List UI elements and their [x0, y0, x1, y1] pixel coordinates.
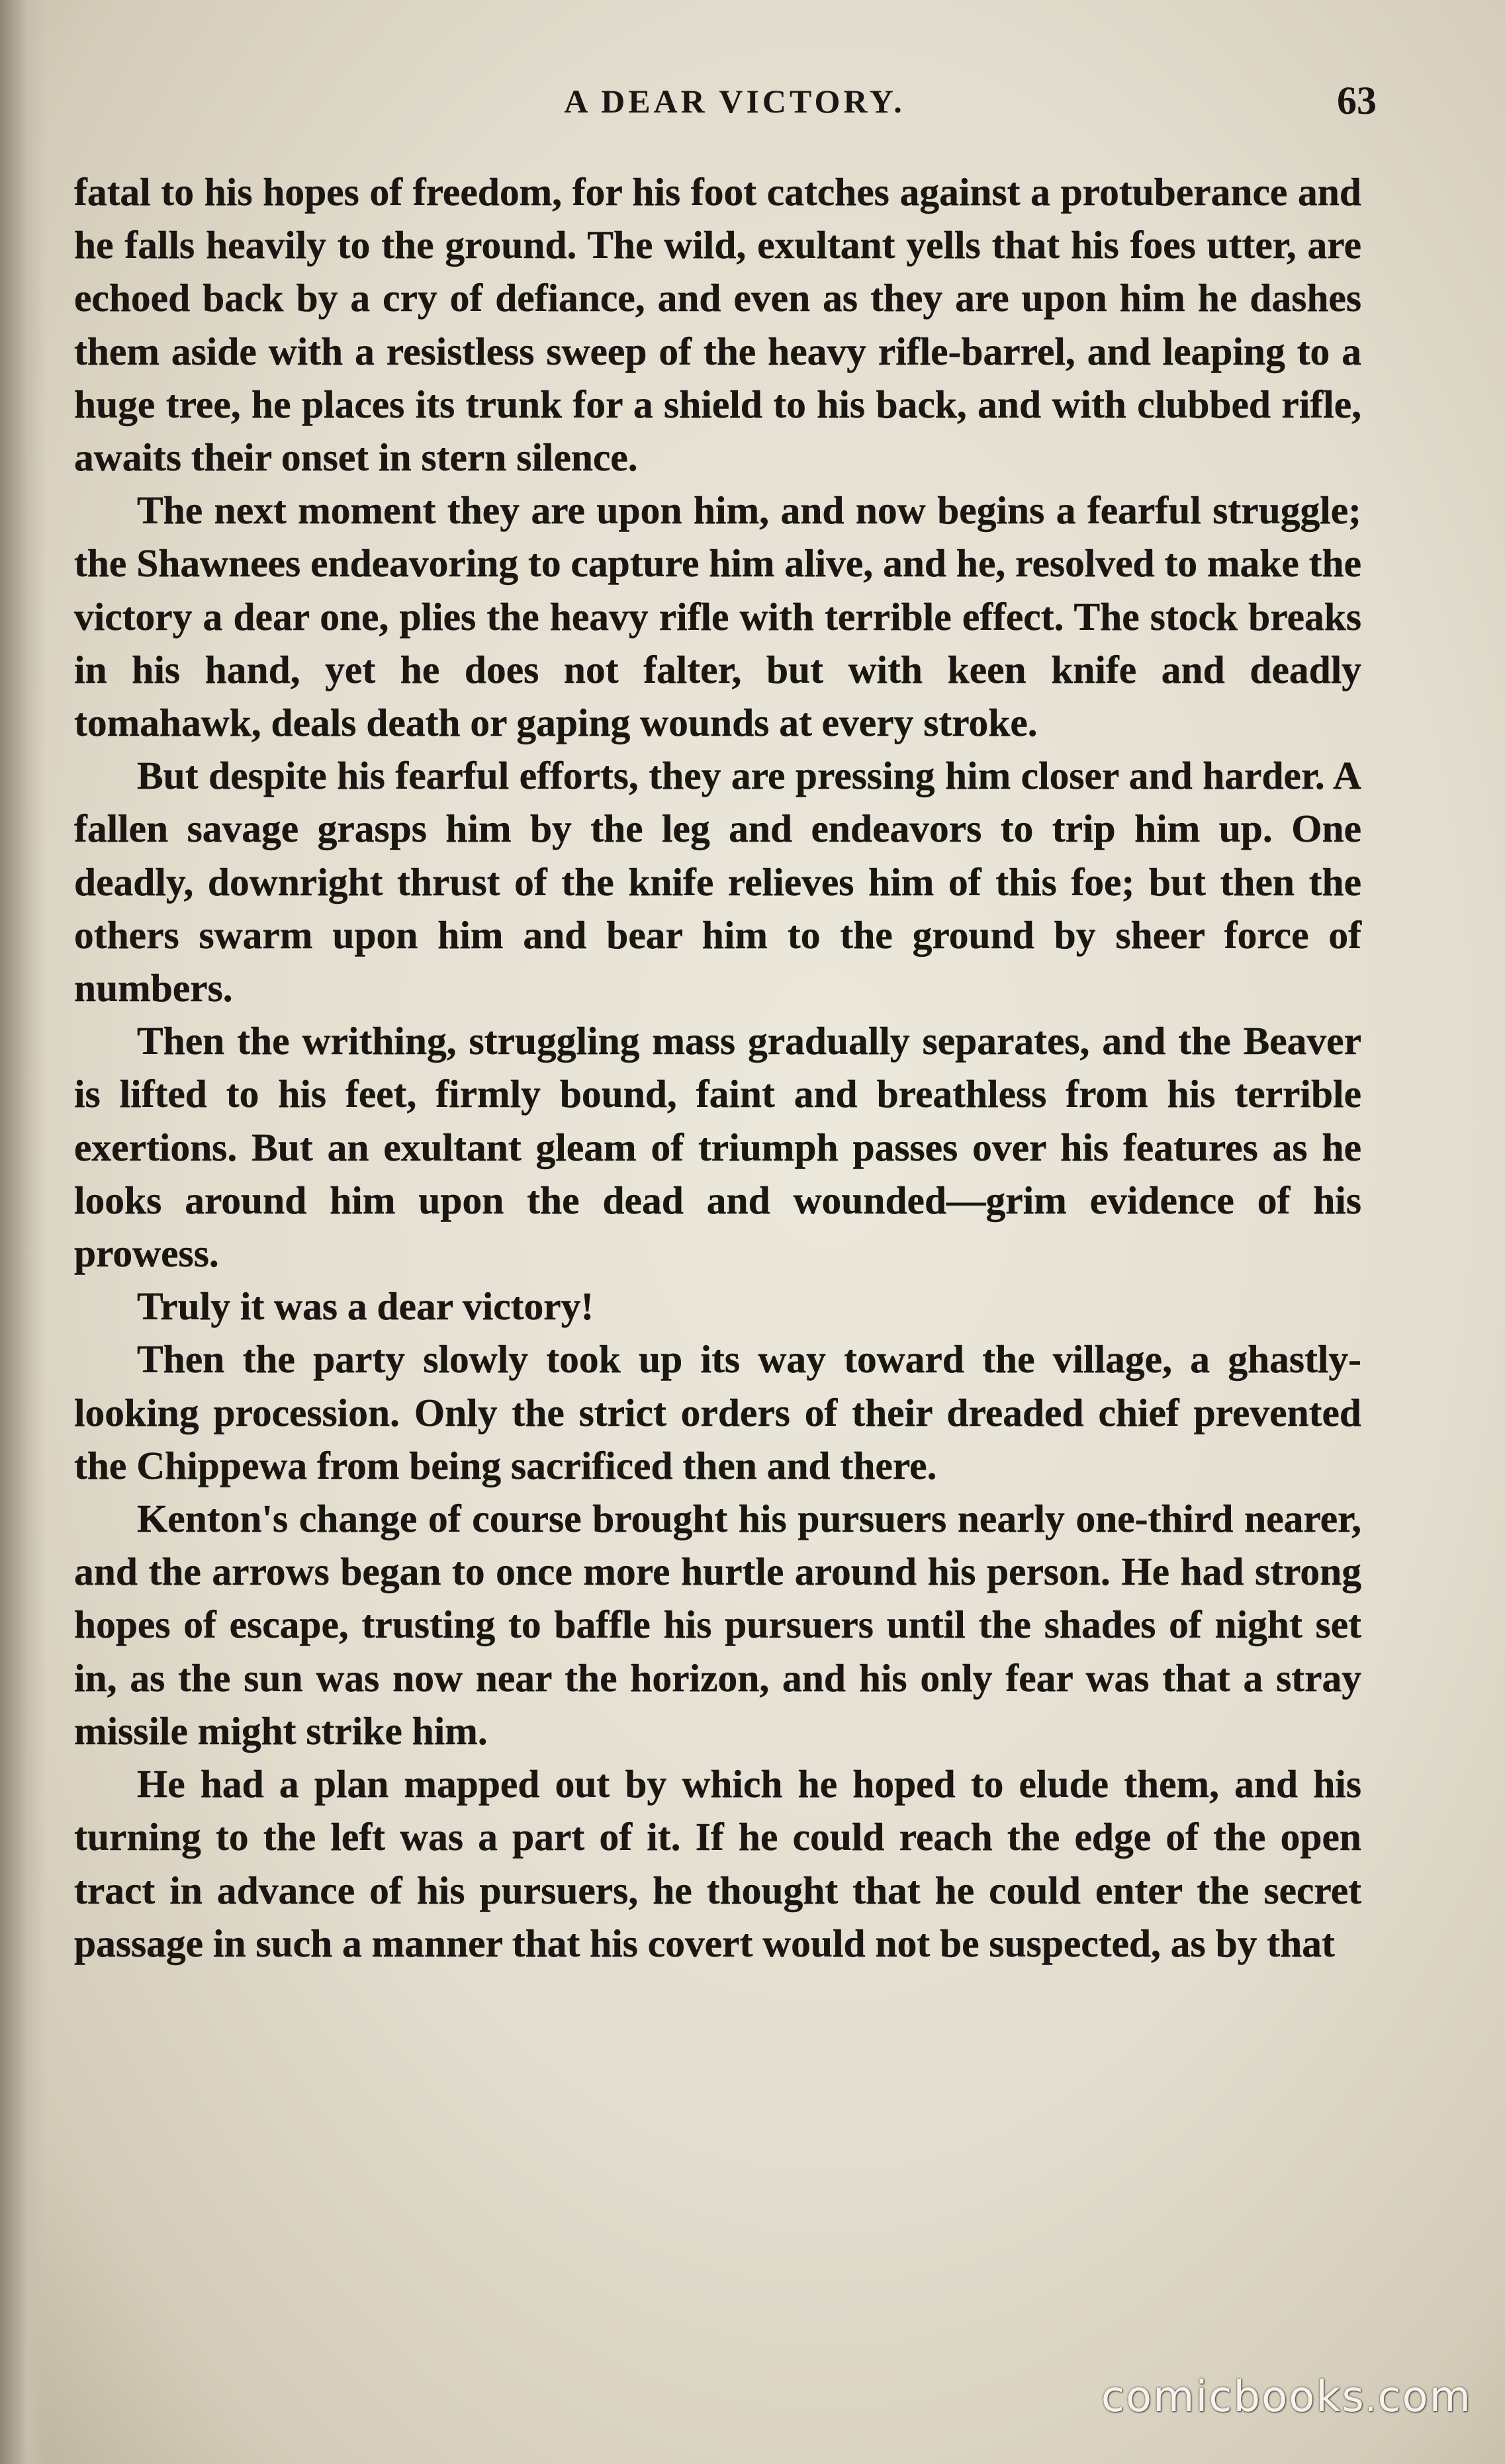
running-head-title: A DEAR VICTORY. — [564, 83, 905, 120]
paragraph-5: Truly it was a dear victory! — [137, 1284, 594, 1329]
paragraph-8: He had a plan mapped out by which he hoped to elude them, and his turning to the left was a part of it. If he could reach the edge of the open tract in advance of his pursuers, he thought that he could enter the secret passage in such a manner that his covert would not be suspected, as by that — [74, 1762, 1361, 1965]
paragraph-1: fatal to his hopes of freedom, for his foot catches against a protuberance and he falls heavily to the ground. The wild, exultant yells that his foes utter, are echoed back by a cry of defiance, and even as they are upon him he dashes them aside with a resistless sweep of the heavy rifle-barrel, and leaping to a huge tree, he places its trunk for a shield to his back, and with clubbed rifle, awaits their onset in stern silence. — [74, 170, 1361, 480]
paragraph-7: Kenton's change of course brought his pursuers nearly one-third nearer, and the arrows began to once more hurtle around his person. He had strong hopes of escape, trusting to baffle his pursuers until the shades of night set in, as the sun was now near the horizon, and his only fear was that a stray missile might strike him. — [74, 1497, 1361, 1753]
page-number: 63 — [1337, 79, 1377, 122]
watermark-dot: . — [1365, 2380, 1378, 2420]
watermark-name: comicbooks — [1101, 2373, 1365, 2422]
body-text — [74, 165, 1361, 1970]
page-gutter-shadow — [0, 0, 46, 2464]
page-header — [99, 78, 1377, 131]
paragraph-6: Then the party slowly took up its way toward the village, a ghastly-looking procession. Only the strict orders of their dreaded chief prevented the Chippewa from being sacrificed then and there. — [74, 1337, 1361, 1487]
paragraph-4: Then the writhing, struggling mass gradually separates, and the Beaver is lifted to his feet, firmly bound, faint and breathless from his terrible exertions. But an exultant gleam of triumph passes over his features as he looks around him upon the dead and wounded—grim evidence of his prowess. — [74, 1019, 1361, 1276]
paragraph-3: But despite his fearful efforts, they are pressing him closer and harder. A fallen savage grasps him by the leg and endeavors to trip him up. One deadly, downright thrust of the knife relieves him of this foe; but then the others swarm upon him and bear him to the ground by sheer force of numbers. — [74, 754, 1361, 1010]
watermark-tld: com — [1377, 2373, 1472, 2422]
paragraph-2: The next moment they are upon him, and now begins a fearful struggle; the Shawnees endeavoring to capture him alive, and he, resolved to make the victory a dear one, plies the heavy rifle with terrible effect. The stock breaks in his hand, yet he does not falter, but with keen knife and deadly tomahawk, deals death or gaping wounds at every stroke. — [74, 488, 1361, 745]
site-watermark — [1101, 2373, 1472, 2422]
